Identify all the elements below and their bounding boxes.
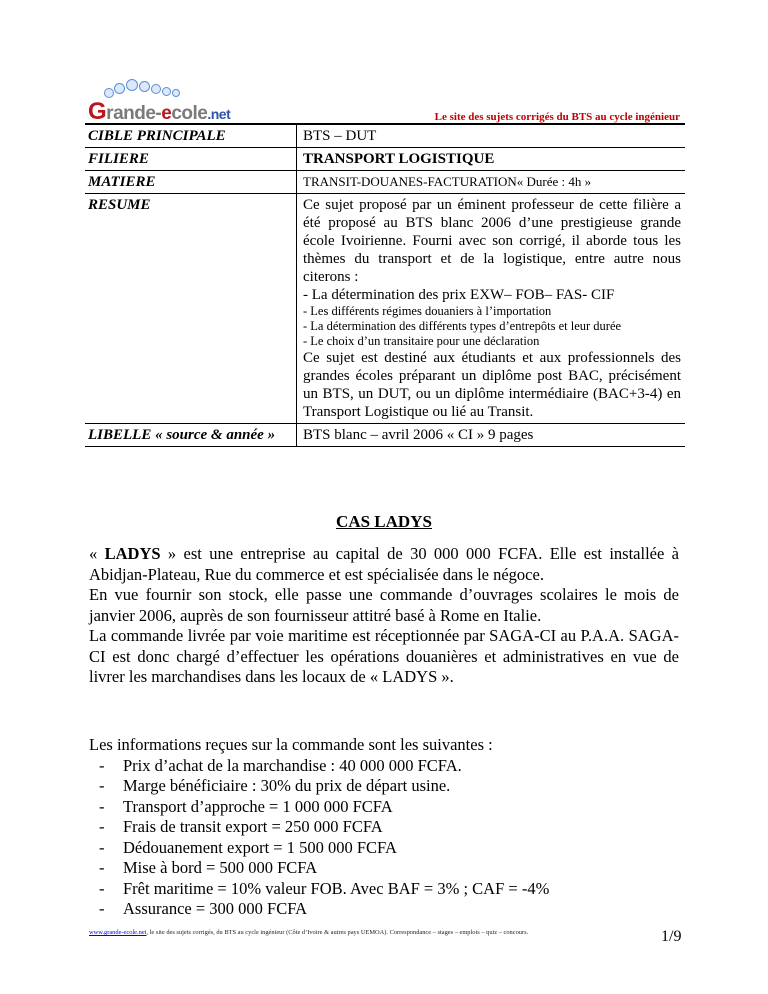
resume-outro: Ce sujet est destiné aux étudiants et aux professionnels des grandes écoles préparant un diplôme post BAC, précisément un BTS, un DUT, ou un diplôme intermédiaire (BAC+3-4) en Transport Logistique ou lié au Transit. <box>303 350 681 420</box>
cible-value: BTS – DUT <box>303 128 377 144</box>
logo-wordmark: Grande-ecole.net <box>88 98 231 125</box>
filiere-label: FILIERE <box>85 148 297 171</box>
bubbles-decoration <box>102 78 212 100</box>
row-cible <box>85 124 685 148</box>
list-item: - Frêt maritime = 10% valeur FOB. Avec BAF = 3% ; CAF = -4% <box>99 879 679 900</box>
row-resume <box>85 194 685 424</box>
filiere-value: TRANSPORT LOGISTIQUE <box>303 151 495 167</box>
list-item: - Marge bénéficiaire : 30% du prix de départ usine. <box>99 776 679 797</box>
resume-item: - La détermination des prix EXW– FOB– FAS- CIF <box>303 287 615 303</box>
order-info-list <box>89 756 679 920</box>
case-paragraph-1: « LADYS » est une entreprise au capital de 30 000 000 FCFA. Elle est installée à Abidjan-Plateau, Rue du commerce et est spécialisée dans le négoce. <box>89 544 680 584</box>
matiere-value: TRANSIT-DOUANES-FACTURATION« Durée : 4h » <box>303 174 592 189</box>
case-paragraph-2: En vue fournir son stock, elle passe une commande d’ouvrages scolaires le mois de janvier 2006, auprès de son fournisseur attitré basé à Rome en Italie. <box>89 585 679 625</box>
resume-label: RESUME <box>85 194 297 424</box>
libelle-value: BTS blanc – avril 2006 « CI » 9 pages <box>303 427 534 443</box>
site-logo[interactable] <box>88 78 231 128</box>
list-item: - Frais de transit export = 250 000 FCFA <box>99 817 679 838</box>
row-libelle <box>85 424 685 447</box>
subject-info-table <box>85 123 685 447</box>
list-item: - Transport d’approche = 1 000 000 FCFA <box>99 797 679 818</box>
resume-value <box>297 194 686 424</box>
case-intro <box>89 544 679 688</box>
list-item: - Mise à bord = 500 000 FCFA <box>99 858 679 879</box>
resume-item: - Les différents régimes douaniers à l’importation <box>303 304 552 318</box>
resume-intro: Ce sujet proposé par un éminent professeur de cette filière a été proposé au BTS blanc 2006 d’une prestigieuse grande école Ivoirienne. Fourni avec son corrigé, il aborde tous les thèmes du transport et de la logistique, entre autre nous citerons : <box>303 197 681 285</box>
order-info-intro: Les informations reçues sur la commande sont les suivantes : <box>89 735 493 754</box>
row-matiere <box>85 171 685 194</box>
row-filiere <box>85 148 685 171</box>
company-name: LADYS <box>104 544 161 563</box>
matiere-label: MATIERE <box>85 171 297 194</box>
site-tagline: Le site des sujets corrigés du BTS au cycle ingénieur <box>434 111 680 123</box>
list-item: - Assurance = 300 000 FCFA <box>99 899 679 920</box>
libelle-label: LIBELLE « source & année » <box>85 424 297 447</box>
list-item: - Prix d’achat de la marchandise : 40 000 000 FCFA. <box>99 756 679 777</box>
page-footer <box>89 929 629 936</box>
case-title: CAS LADYS <box>336 512 432 531</box>
case-paragraph-3: La commande livrée par voie maritime est réceptionnée par SAGA-CI au P.A.A. SAGA-CI est donc chargé d’effectuer les opérations douanières et administratives en vue de livrer les marchandises dans les locaux de « LADYS ». <box>89 626 679 686</box>
footer-link[interactable]: www.grande-ecole.net <box>89 929 147 936</box>
cible-label: CIBLE PRINCIPALE <box>85 124 297 148</box>
resume-item: - Le choix d’un transitaire pour une déclaration <box>303 334 540 348</box>
footer-text: , le site des sujets corrigés, du BTS au cycle ingénieur (Côte d’Ivoire & autres pays UEMOA). Correspondance – stages – emplois – quiz – concours. <box>146 929 529 936</box>
order-info <box>89 735 679 920</box>
page-number: 1/9 <box>661 928 682 945</box>
list-item: - Dédouanement export = 1 500 000 FCFA <box>99 838 679 859</box>
resume-item: - La détermination des différents types d’entrepôts et leur durée <box>303 319 622 333</box>
